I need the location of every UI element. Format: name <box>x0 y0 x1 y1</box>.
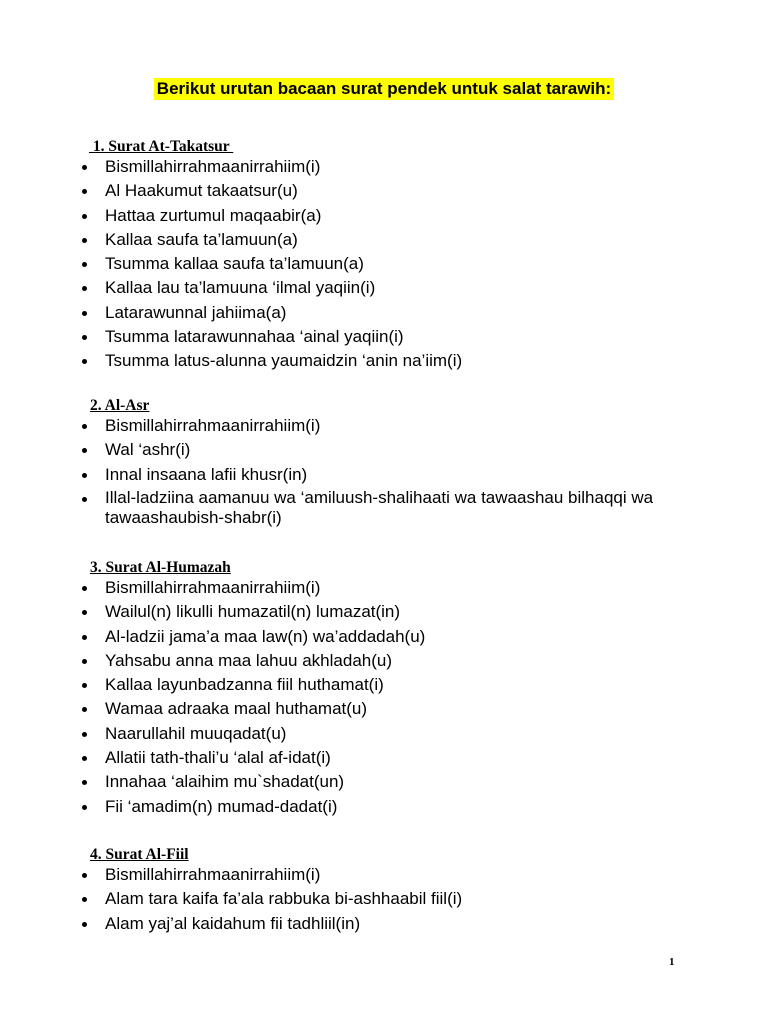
bullet-icon <box>82 335 87 340</box>
section-heading: 3. Surat Al-Humazah <box>90 559 231 576</box>
bullet-icon <box>82 659 87 664</box>
section-al-humazah <box>80 559 690 820</box>
verse-text: Al-ladzii jama’a maa law(n) wa’addadah(u) <box>105 626 426 646</box>
bullet-icon <box>82 311 87 316</box>
verse-item <box>80 650 690 671</box>
verse-item <box>80 229 690 250</box>
bullet-icon <box>82 897 87 902</box>
verse-list <box>80 577 690 817</box>
bullet-icon <box>82 780 87 785</box>
verse-item <box>80 913 690 934</box>
verse-item <box>80 156 690 177</box>
verse-item <box>80 302 690 323</box>
bullet-icon <box>82 586 87 591</box>
bullet-icon <box>82 359 87 364</box>
bullet-icon <box>82 262 87 267</box>
bullet-icon <box>82 448 87 453</box>
verse-text: Innal insaana lafii khusr(in) <box>105 464 308 484</box>
verse-list <box>80 864 690 934</box>
verse-text: Kallaa layunbadzanna fiil huthamat(i) <box>105 675 384 695</box>
verse-text: Naarullahil muuqadat(u) <box>105 723 287 743</box>
bullet-icon <box>82 805 87 810</box>
section-al-fiil <box>80 846 690 937</box>
verse-item <box>80 796 690 817</box>
bullet-icon <box>82 189 87 194</box>
page-title: Berikut urutan bacaan surat pendek untuk salat tarawih: <box>154 78 614 100</box>
bullet-icon <box>82 286 87 291</box>
verse-item <box>80 488 690 528</box>
bullet-icon <box>82 610 87 615</box>
section-al-asr <box>80 397 690 531</box>
verse-item <box>80 771 690 792</box>
verse-item <box>80 864 690 885</box>
verse-item <box>80 723 690 744</box>
verse-item <box>80 601 690 622</box>
verse-text: Alam yaj’al kaidahum fii tadhliil(in) <box>105 913 361 933</box>
section-at-takatsur <box>80 138 690 375</box>
verse-text: Allatii tath-thali’u ‘alal af-idat(i) <box>105 748 331 768</box>
bullet-icon <box>82 635 87 640</box>
verse-item <box>80 277 690 298</box>
verse-text: Yahsabu anna maa lahuu akhladah(u) <box>105 650 393 670</box>
page-number: 1 <box>669 956 675 968</box>
verse-text: Latarawunnal jahiima(a) <box>105 302 287 322</box>
verse-text: Al Haakumut takaatsur(u) <box>105 181 298 201</box>
bullet-icon <box>82 424 87 429</box>
verse-text: Wal ‘ashr(i) <box>105 440 191 460</box>
verse-text: Tsumma latus-alunna yaumaidzin ‘anin na’iim(i) <box>105 351 463 371</box>
verse-list <box>80 415 690 528</box>
verse-text: Bismillahirrahmaanirrahiim(i) <box>105 157 321 176</box>
verse-list <box>80 156 690 371</box>
verse-text: Bismillahirrahmaanirrahiim(i) <box>105 416 321 435</box>
bullet-icon <box>82 732 87 737</box>
verse-item <box>80 626 690 647</box>
verse-text: Tsumma latarawunnahaa ‘ainal yaqiin(i) <box>105 327 404 347</box>
verse-text: Wamaa adraaka maal huthamat(u) <box>105 699 368 719</box>
verse-text: Alam tara kaifa fa’ala rabbuka bi-ashhaabil fiil(i) <box>105 889 463 909</box>
bullet-icon <box>82 683 87 688</box>
verse-text: Kallaa lau ta’lamuuna ‘ilmal yaqiin(i) <box>105 278 376 298</box>
verse-item <box>80 747 690 768</box>
verse-item <box>80 415 690 436</box>
verse-item <box>80 180 690 201</box>
bullet-icon <box>82 165 87 170</box>
verse-item <box>80 439 690 460</box>
verse-text: Wailul(n) likulli humazatil(n) lumazat(in) <box>105 602 401 622</box>
bullet-icon <box>82 756 87 761</box>
verse-text: Tsumma kallaa saufa ta’lamuun(a) <box>105 254 364 274</box>
section-heading: 2. Al-Asr <box>90 397 150 414</box>
verse-item <box>80 888 690 909</box>
section-heading: 1. Surat At-Takatsur <box>89 138 234 155</box>
verse-text: Fii ‘amadim(n) mumad-dadat(i) <box>105 796 338 816</box>
verse-item <box>80 205 690 226</box>
bullet-icon <box>82 922 87 927</box>
verse-text: Bismillahirrahmaanirrahiim(i) <box>105 578 321 597</box>
bullet-icon <box>82 707 87 712</box>
verse-item <box>80 326 690 347</box>
verse-item <box>80 350 690 371</box>
bullet-icon <box>82 873 87 878</box>
verse-text: Kallaa saufa ta’lamuun(a) <box>105 229 298 249</box>
verse-text: Hattaa zurtumul maqaabir(a) <box>105 205 322 225</box>
verse-text: Illal-ladziina aamanuu wa ‘amiluush-shalihaati wa tawaashau bilhaqqi wa tawaashaubish-shabr(i) <box>105 487 654 527</box>
section-heading: 4. Surat Al-Fiil <box>90 846 189 863</box>
bullet-icon <box>82 497 87 502</box>
title-container <box>0 78 768 100</box>
verse-text: Innahaa ‘alaihim mu`shadat(un) <box>105 772 345 792</box>
bullet-icon <box>82 238 87 243</box>
verse-item <box>80 464 690 485</box>
bullet-icon <box>82 473 87 478</box>
verse-item <box>80 698 690 719</box>
verse-item <box>80 253 690 274</box>
verse-text: Bismillahirrahmaanirrahiim(i) <box>105 865 321 884</box>
verse-item <box>80 577 690 598</box>
bullet-icon <box>82 214 87 219</box>
verse-item <box>80 674 690 695</box>
